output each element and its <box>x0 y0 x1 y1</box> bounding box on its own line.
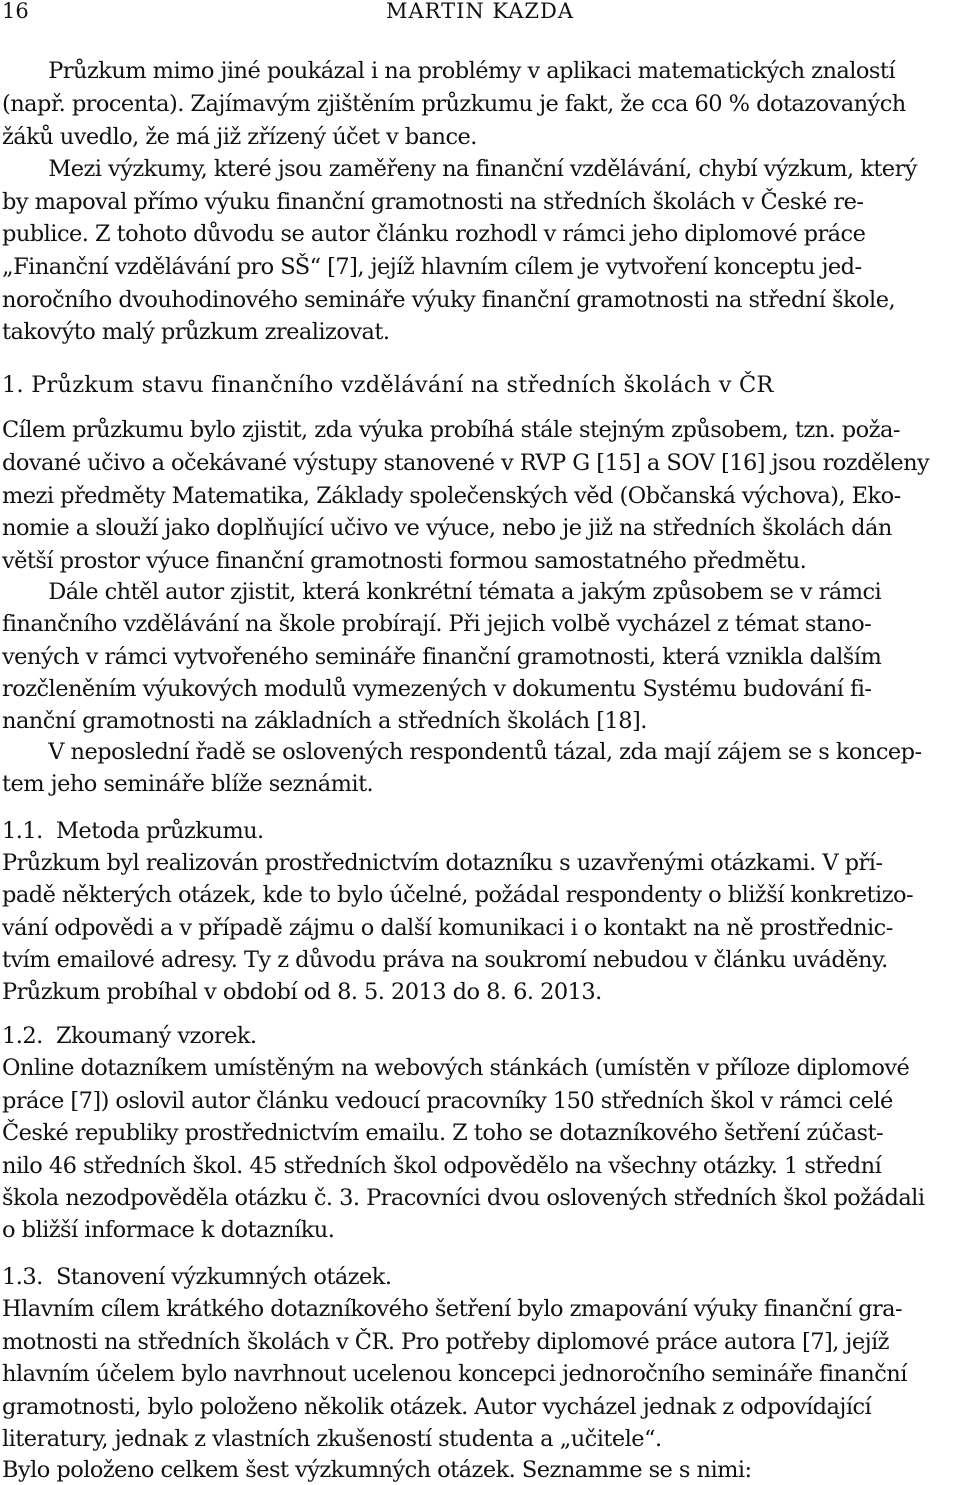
text-line: žáků uvedlo, že má již zřízený účet v bance. <box>2 124 477 150</box>
text-line: takovýto malý průzkum zrealizovat. <box>2 319 390 345</box>
text-line: V neposlední řadě se oslovených respondentů tázal, zda mají zájem se s koncep- <box>2 739 922 765</box>
text-line: škola nezodpověděla otázku č. 3. Pracovníci dvou oslovených středních škol požádali <box>2 1185 925 1211</box>
text-line: nilo 46 středních škol. 45 středních škol odpovědělo na všechny otázky. 1 střední <box>2 1153 882 1179</box>
text-line: Dále chtěl autor zjistit, která konkrétní témata a jakým způsobem se v rámci <box>2 579 882 605</box>
text-line: padě některých otázek, kde to bylo účelné, požádal respondenty o bližší konkretizo- <box>2 882 914 908</box>
text-line: Online dotazníkem umístěným na webových stánkách (umístěn v příloze diplomové <box>2 1055 910 1081</box>
text-line: Cílem průzkumu bylo zjistit, zda výuka probíhá stále stejným způsobem, tzn. poža- <box>2 417 900 443</box>
text-line: publice. Z tohoto důvodu se autor článku rozhodl v rámci jeho diplomové práce <box>2 221 866 247</box>
text-line: České republiky prostřednictvím emailu. Z toho se dotazníkového šetření zúčast- <box>2 1120 884 1146</box>
subsection-heading: 1.2. Zkoumaný vzorek. <box>2 1023 257 1049</box>
text-line: mezi předměty Matematika, Základy společenských věd (Občanská výchova), Eko- <box>2 483 901 509</box>
text-line: práce [7]) oslovil autor článku vedoucí pracovníky 150 středních škol v rámci celé <box>2 1088 893 1114</box>
subsection-heading: 1.1. Metoda průzkumu. <box>2 818 264 844</box>
text-line: Bylo položeno celkem šest výzkumných otázek. Seznamme se s nimi: <box>2 1457 752 1483</box>
text-line: o bližší informace k dotazníku. <box>2 1217 335 1243</box>
text-line: literatury, jednak z vlastních zkušeností studenta a „učitele“. <box>2 1426 662 1452</box>
text-line: finančního vzdělávání na škole probírají. Při jejich volbě vycházel z témat stano- <box>2 611 872 637</box>
page-number: 16 <box>2 0 29 23</box>
text-line: tvím emailové adresy. Ty z důvodu práva na soukromí nebudou v článku uváděny. <box>2 947 888 973</box>
text-line: Průzkum probíhal v období od 8. 5. 2013 do 8. 6. 2013. <box>2 979 602 1005</box>
text-line: noročního dvouhodinového semináře výuky finanční gramotnosti na střední škole, <box>2 287 896 313</box>
text-line: vání odpovědi a v případě zájmu o další komunikaci i o kontakt na ně prostřednic- <box>2 915 893 941</box>
subsection-heading: 1.3. Stanovení výzkumných otázek. <box>2 1264 392 1290</box>
text-line: větší prostor výuce finanční gramotnosti formou samostatného předmětu. <box>2 548 807 574</box>
text-line: hlavním účelem bylo navrhnout ucelenou koncepci jednoročního semináře finanční <box>2 1361 907 1387</box>
running-header-author: MARTIN KAZDA <box>385 0 575 23</box>
text-line: by mapoval přímo výuku finanční gramotnosti na středních školách v České re- <box>2 189 864 215</box>
text-line: nomie a slouží jako doplňující učivo ve výuce, nebo je již na středních školách dán <box>2 515 892 541</box>
text-line: tem jeho semináře blíže seznámit. <box>2 771 374 797</box>
text-line: Průzkum byl realizován prostřednictvím dotazníku s uzavřenými otázkami. V pří- <box>2 850 883 876</box>
text-line: „Finanční vzdělávání pro SŠ“ [7], jejíž hlavním cílem je vytvoření konceptu jed- <box>2 254 862 280</box>
text-line: Průzkum mimo jiné poukázal i na problémy v aplikaci matematických znalostí <box>2 58 896 84</box>
text-line: motnosti na středních školách v ČR. Pro potřeby diplomové práce autora [7], jejíž <box>2 1329 889 1355</box>
text-line: vených v rámci vytvořeného semináře finanční gramotnosti, která vznikla dalším <box>2 644 882 670</box>
text-line: Mezi výzkumy, které jsou zaměřeny na finanční vzdělávání, chybí výzkum, který <box>2 156 917 182</box>
text-line: rozčleněním výukových modulů vymezených v dokumentu Systému budování fi- <box>2 676 872 702</box>
text-line: (např. procenta). Zajímavým zjištěním průzkumu je fakt, že cca 60 % dotazovaných <box>2 91 906 117</box>
section-heading: 1. Průzkum stavu finančního vzdělávání na středních školách v ČR <box>2 372 774 398</box>
text-line: nanční gramotnosti na základních a středních školách [18]. <box>2 708 647 734</box>
text-line: Hlavním cílem krátkého dotazníkového šetření bylo zmapování výuky finanční gra- <box>2 1296 903 1322</box>
text-line: gramotnosti, bylo položeno několik otázek. Autor vycházel jednak z odpovídající <box>2 1394 872 1420</box>
text-line: dované učivo a očekávané výstupy stanovené v RVP G [15] a SOV [16] jsou rozděleny <box>2 450 930 476</box>
